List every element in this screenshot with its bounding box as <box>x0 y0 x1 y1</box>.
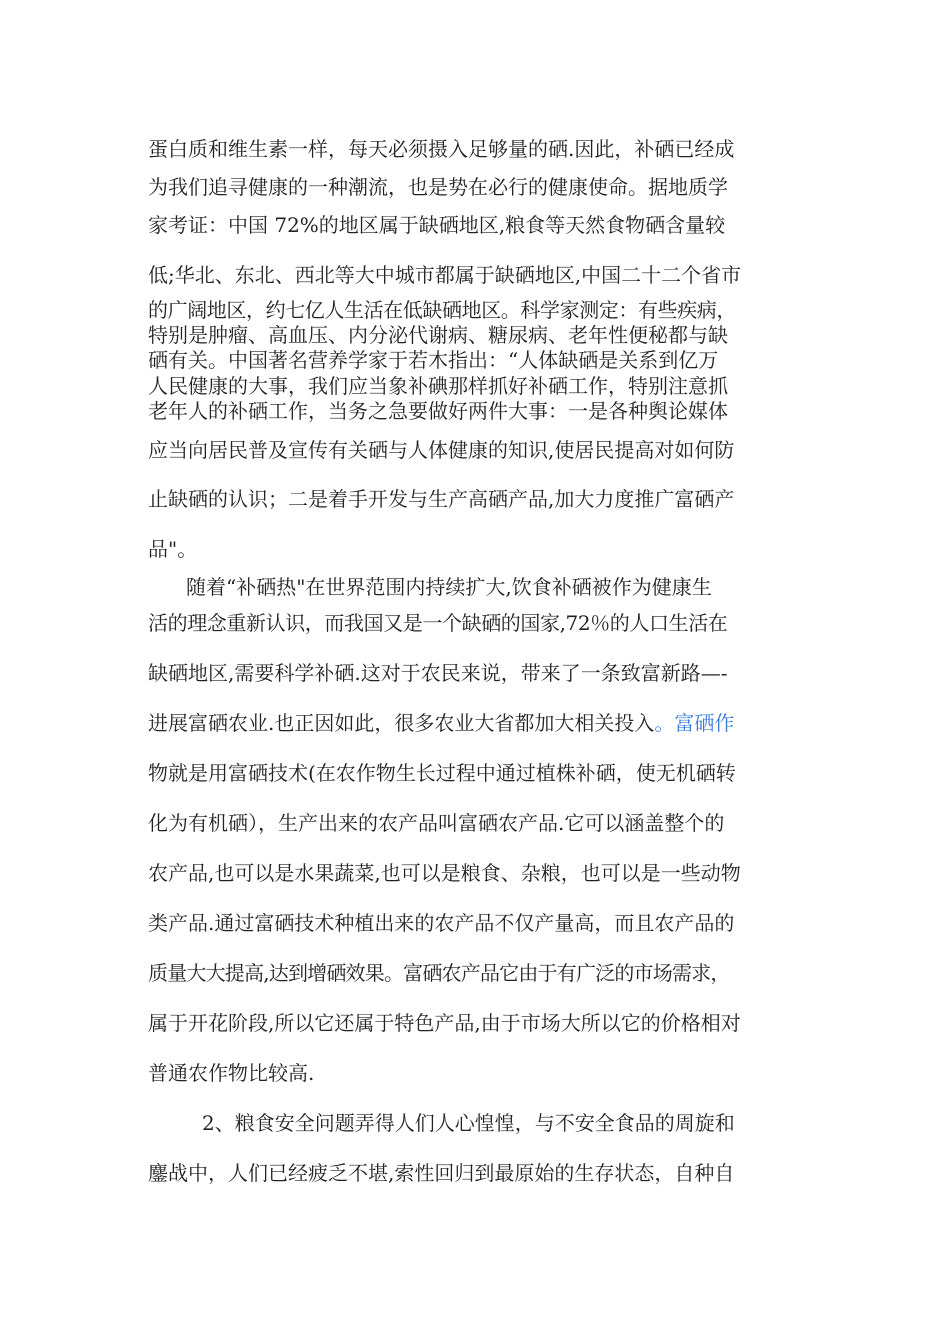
paragraph-2-line-4-text: 进展富硒农业.也正因如此，很多农业大省都加大相关投入 <box>148 711 655 735</box>
paragraph-2-line-3: 缺硒地区,需要科学补硒.这对于农民来说，带来了一条致富新路—- <box>148 661 728 685</box>
paragraph-2-line-4-tail: 。富硒作 <box>654 711 735 735</box>
paragraph-1-line-11: 止缺硒的认识；二是着手开发与生产高硒产品,加大力度推广富硒产 <box>148 487 735 511</box>
paragraph-2-line-9: 质量大大提高,达到增硒效果。富硒农产品它由于有广泛的市场需求， <box>148 961 730 985</box>
paragraph-1-line-4: 低;华北、东北、西北等大中城市都属于缺硒地区,中国二十二个省市 <box>148 263 742 287</box>
paragraph-2-line-5: 物就是用富硒技术(在农作物生长过程中通过植株补硒，使无机硒转 <box>148 761 736 785</box>
paragraph-2-line-8: 类产品.通过富硒技术种植出来的农产品不仅产量高，而且农产品的 <box>148 911 735 935</box>
paragraph-1-line-1: 蛋白质和维生素一样，每天必须摄入足够量的硒.因此，补硒已经成 <box>148 137 735 161</box>
paragraph-1-line-10: 应当向居民普及宣传有关硒与人体健康的知识,使居民提高对如何防 <box>148 438 735 462</box>
paragraph-1-line-7: 硒有关。中国著名营养学家于若木指出：“人体缺硒是关系到亿万 <box>148 348 719 372</box>
paragraph-2-line-6: 化为有机硒），生产出来的农产品叫富硒农产品.它可以涵盖整个的 <box>148 811 725 835</box>
paragraph-1-line-12: 品"。 <box>148 537 198 561</box>
paragraph-2-line-2: 活的理念重新认识，而我国又是一个缺硒的国家,72％的人口生活在 <box>148 611 728 635</box>
paragraph-1-line-5: 的广阔地区，约七亿人生活在低缺硒地区。科学家测定：有些疾病， <box>148 298 736 322</box>
paragraph-2-line-10: 属于开花阶段,所以它还属于特色产品,由于市场大所以它的价格相对 <box>148 1011 741 1035</box>
paragraph-1-line-3: 家考证：中国 72%的地区属于缺硒地区,粮食等天然食物硒含量较 <box>148 213 726 237</box>
paragraph-1-line-9: 老年人的补硒工作，当务之急要做好两件大事：一是各种舆论媒体 <box>148 399 728 423</box>
paragraph-1-line-8: 人民健康的大事，我们应当象补碘那样抓好补硒工作，特别注意抓 <box>148 374 728 398</box>
paragraph-2-line-1: 随着“补硒热"在世界范围内持续扩大,饮食补硒被作为健康生 <box>186 575 712 599</box>
paragraph-3-line-1: 2、粮食安全问题弄得人们人心惶惶，与不安全食品的周旋和 <box>202 1111 735 1135</box>
paragraph-2-line-11: 普通农作物比较高. <box>148 1061 315 1085</box>
paragraph-3-line-2: 鏖战中，人们已经疲乏不堪,索性回归到最原始的生存状态，自种自 <box>148 1161 735 1185</box>
paragraph-1-line-6: 特别是肿瘤、高血压、内分泌代谢病、糖尿病、老年性便秘都与缺 <box>148 323 728 347</box>
paragraph-1-line-2: 为我们追寻健康的一种潮流，也是势在必行的健康使命。据地质学 <box>148 175 728 199</box>
paragraph-2-line-7: 农产品,也可以是水果蔬菜,也可以是粮食、杂粮，也可以是一些动物 <box>148 861 741 885</box>
paragraph-2-line-4 <box>148 710 818 736</box>
